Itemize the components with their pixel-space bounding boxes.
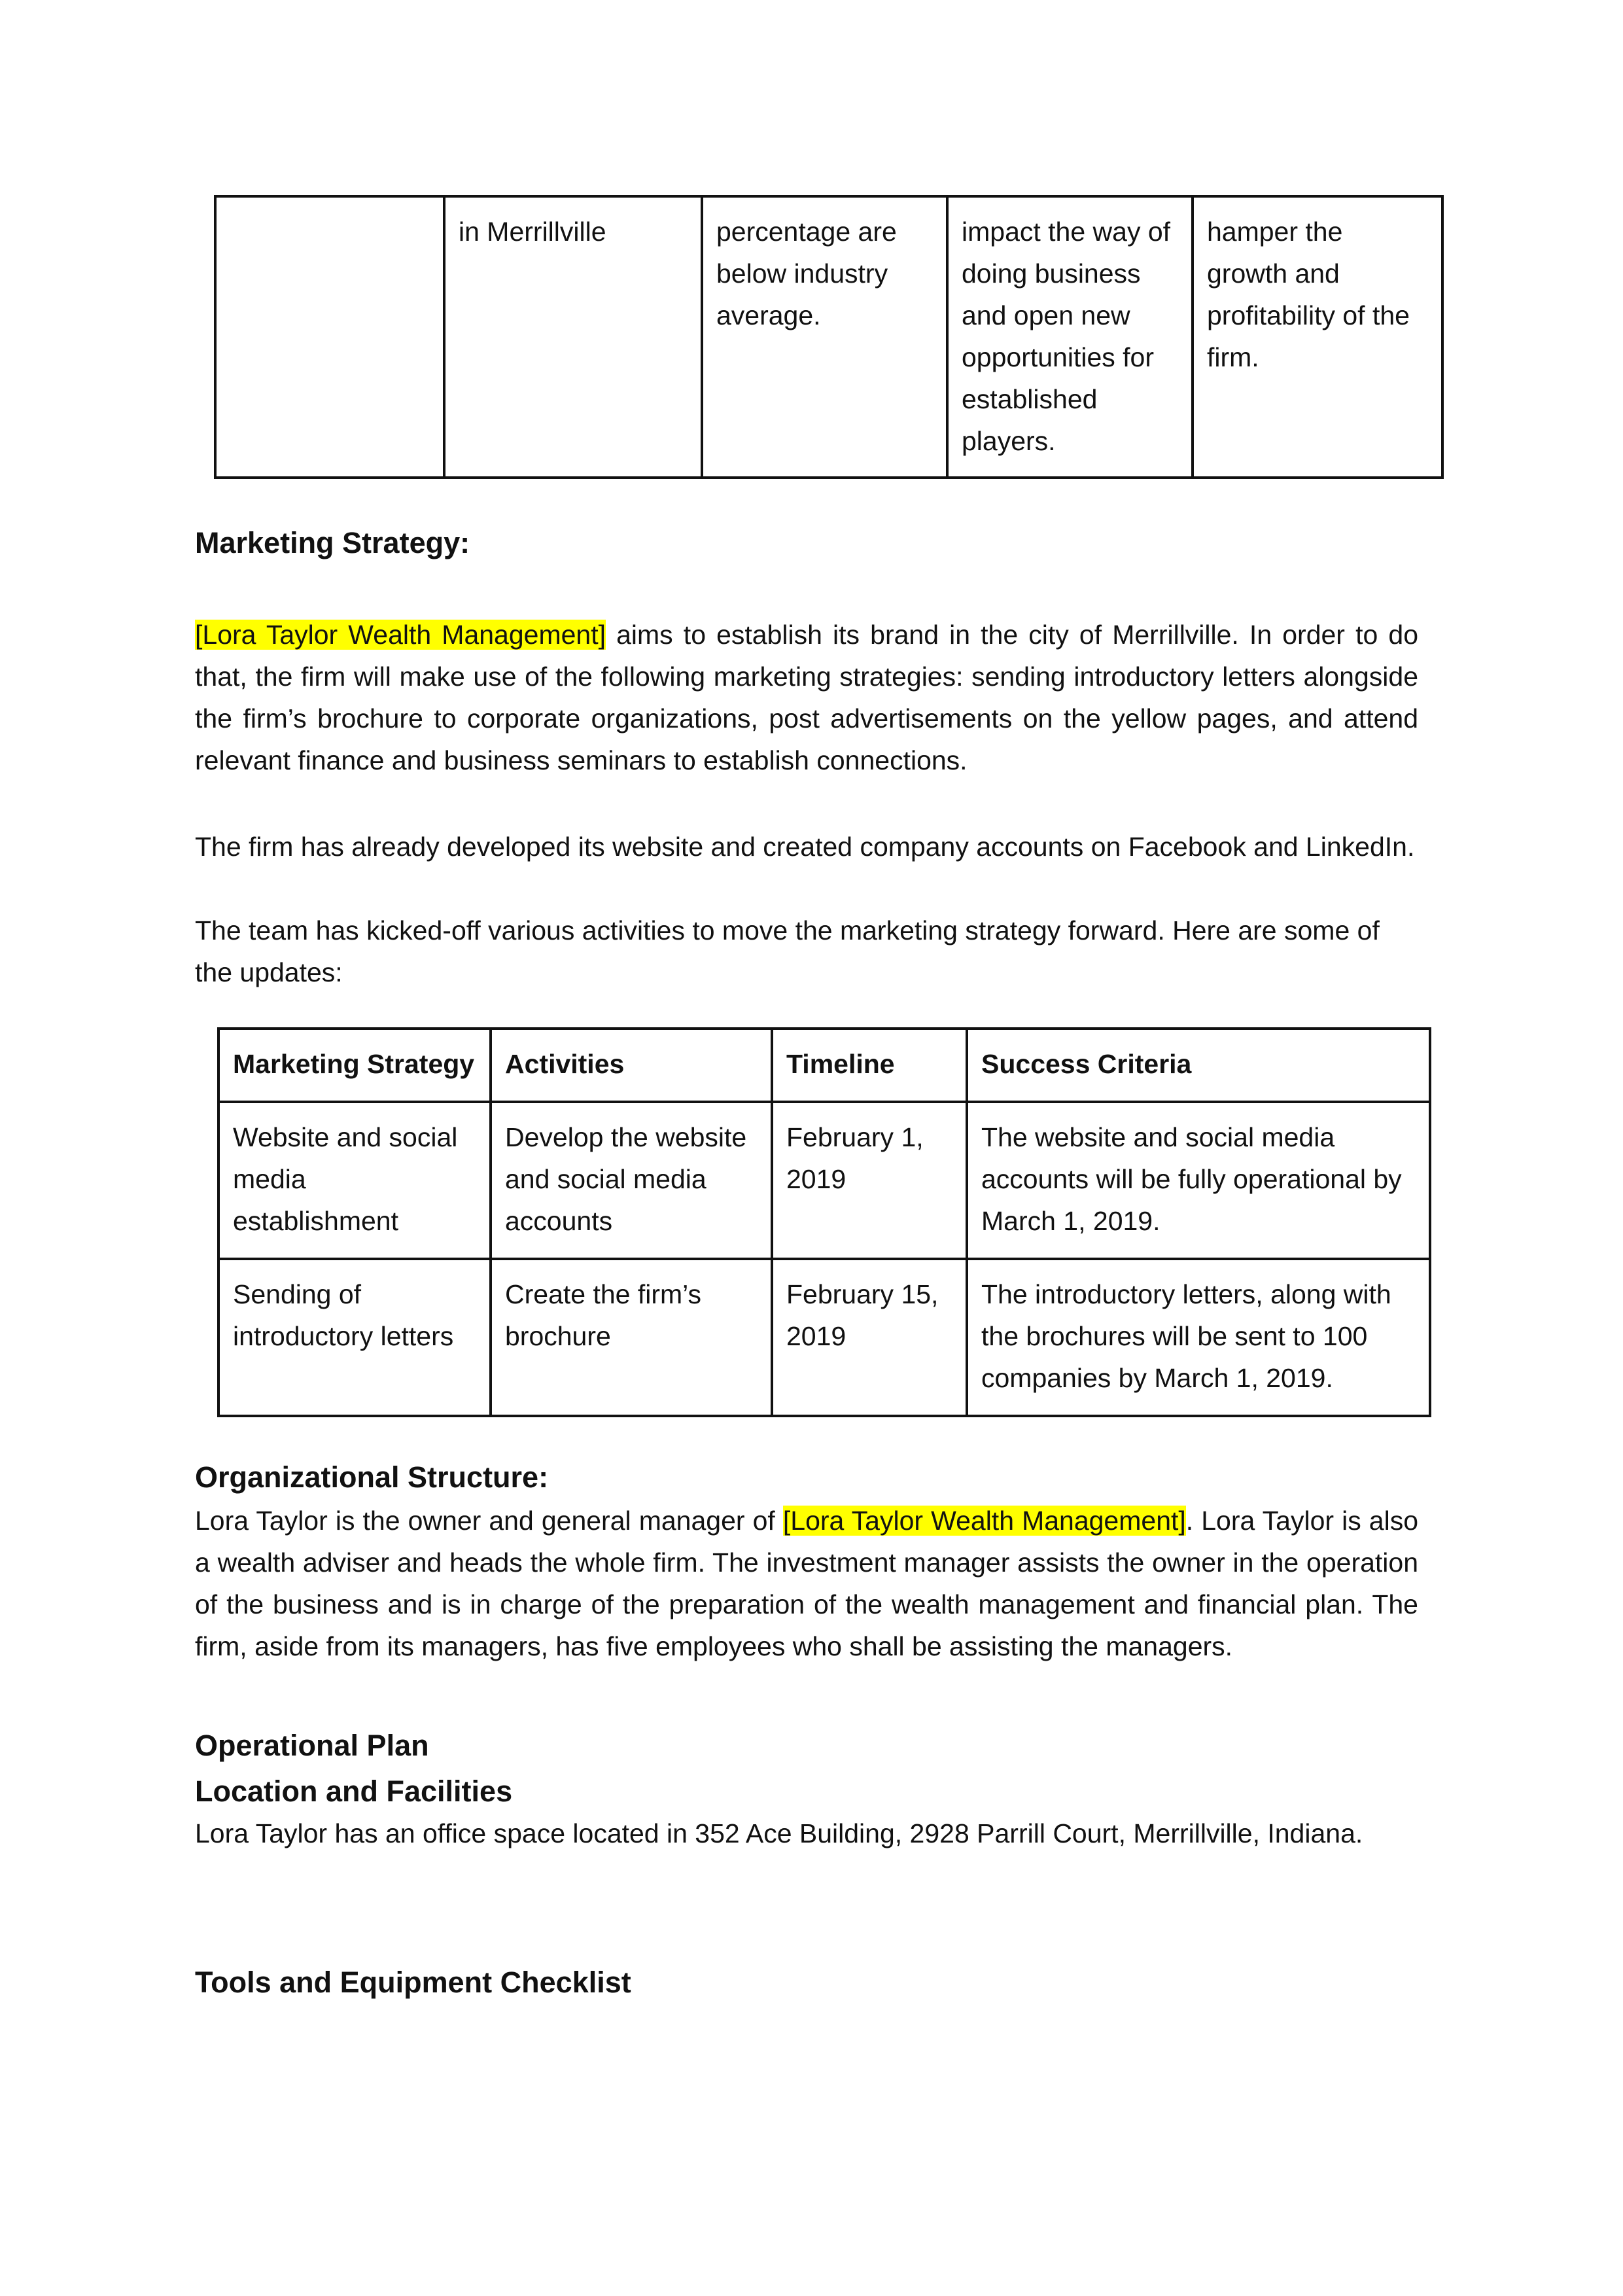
organizational-structure-heading: Organizational Structure: xyxy=(195,1460,549,1494)
table-cell: Website and social media establishment xyxy=(218,1102,491,1259)
marketing-paragraph-1-text: aims to establish its brand in the city of Merrillville. In order to do that, the firm will make use of the following marketing strategies: sending introductory letters alongside the firm’s brochure to corporate organizations, post advertisements on the yellow pages, and attend relevant finance and business seminars to establish connections. xyxy=(195,620,1418,775)
table-header: Marketing Strategy xyxy=(218,1029,491,1102)
table-cell: The introductory letters, along with the brochures will be sent to 100 companies by March 1, 2019. xyxy=(967,1259,1430,1416)
location-facilities-heading: Location and Facilities xyxy=(195,1775,513,1808)
table-header: Success Criteria xyxy=(967,1029,1430,1102)
swot-continuation-table xyxy=(214,195,1444,479)
table-cell: impact the way of doing business and open new opportunities for established players. xyxy=(947,196,1193,478)
table-row xyxy=(218,1102,1430,1259)
table-cell: Create the firm’s brochure xyxy=(491,1259,772,1416)
marketing-strategy-heading: Marketing Strategy: xyxy=(195,526,470,559)
table-cell: hamper the growth and profitability of the firm. xyxy=(1193,196,1442,478)
company-name-highlight: [Lora Taylor Wealth Management] xyxy=(195,620,606,650)
marketing-updates-table xyxy=(217,1027,1431,1417)
organizational-text-before: Lora Taylor is the owner and general manager of xyxy=(195,1506,783,1536)
table-cell: February 15, 2019 xyxy=(772,1259,967,1416)
marketing-paragraph-3: The team has kicked-off various activities to move the marketing strategy forward. Here are some of the updates: xyxy=(195,915,1380,987)
table-header: Timeline xyxy=(772,1029,967,1102)
tools-equipment-heading: Tools and Equipment Checklist xyxy=(195,1966,631,1999)
table-cell: Sending of introductory letters xyxy=(218,1259,491,1416)
table-header: Activities xyxy=(491,1029,772,1102)
table-cell: February 1, 2019 xyxy=(772,1102,967,1259)
marketing-paragraph-2: The firm has already developed its website and created company accounts on Facebook and LinkedIn. xyxy=(195,832,1415,862)
organizational-text-after: . Lora Taylor is also a wealth adviser and heads the whole firm. The investment manager assists the owner in the operation of the business and is in charge of the preparation of the wealth management and financial plan. The firm, aside from its managers, has five employees who shall be assisting the managers. xyxy=(195,1506,1419,1661)
table-cell: Develop the website and social media accounts xyxy=(491,1102,772,1259)
company-name-highlight: [Lora Taylor Wealth Management] xyxy=(782,1506,1186,1536)
operational-plan-heading: Operational Plan xyxy=(195,1729,429,1762)
table-cell: The website and social media accounts will be fully operational by March 1, 2019. xyxy=(967,1102,1430,1259)
marketing-paragraph-1 xyxy=(195,614,1418,781)
location-paragraph: Lora Taylor has an office space located in 352 Ace Building, 2928 Parrill Court, Merrillville, Indiana. xyxy=(195,1818,1363,1848)
table-cell xyxy=(215,196,444,478)
table-row xyxy=(218,1259,1430,1416)
organizational-paragraph xyxy=(195,1500,1418,1667)
table-header-row xyxy=(218,1029,1430,1102)
table-row xyxy=(215,196,1442,478)
table-cell: percentage are below industry average. xyxy=(702,196,947,478)
table-cell: in Merrillville xyxy=(444,196,702,478)
